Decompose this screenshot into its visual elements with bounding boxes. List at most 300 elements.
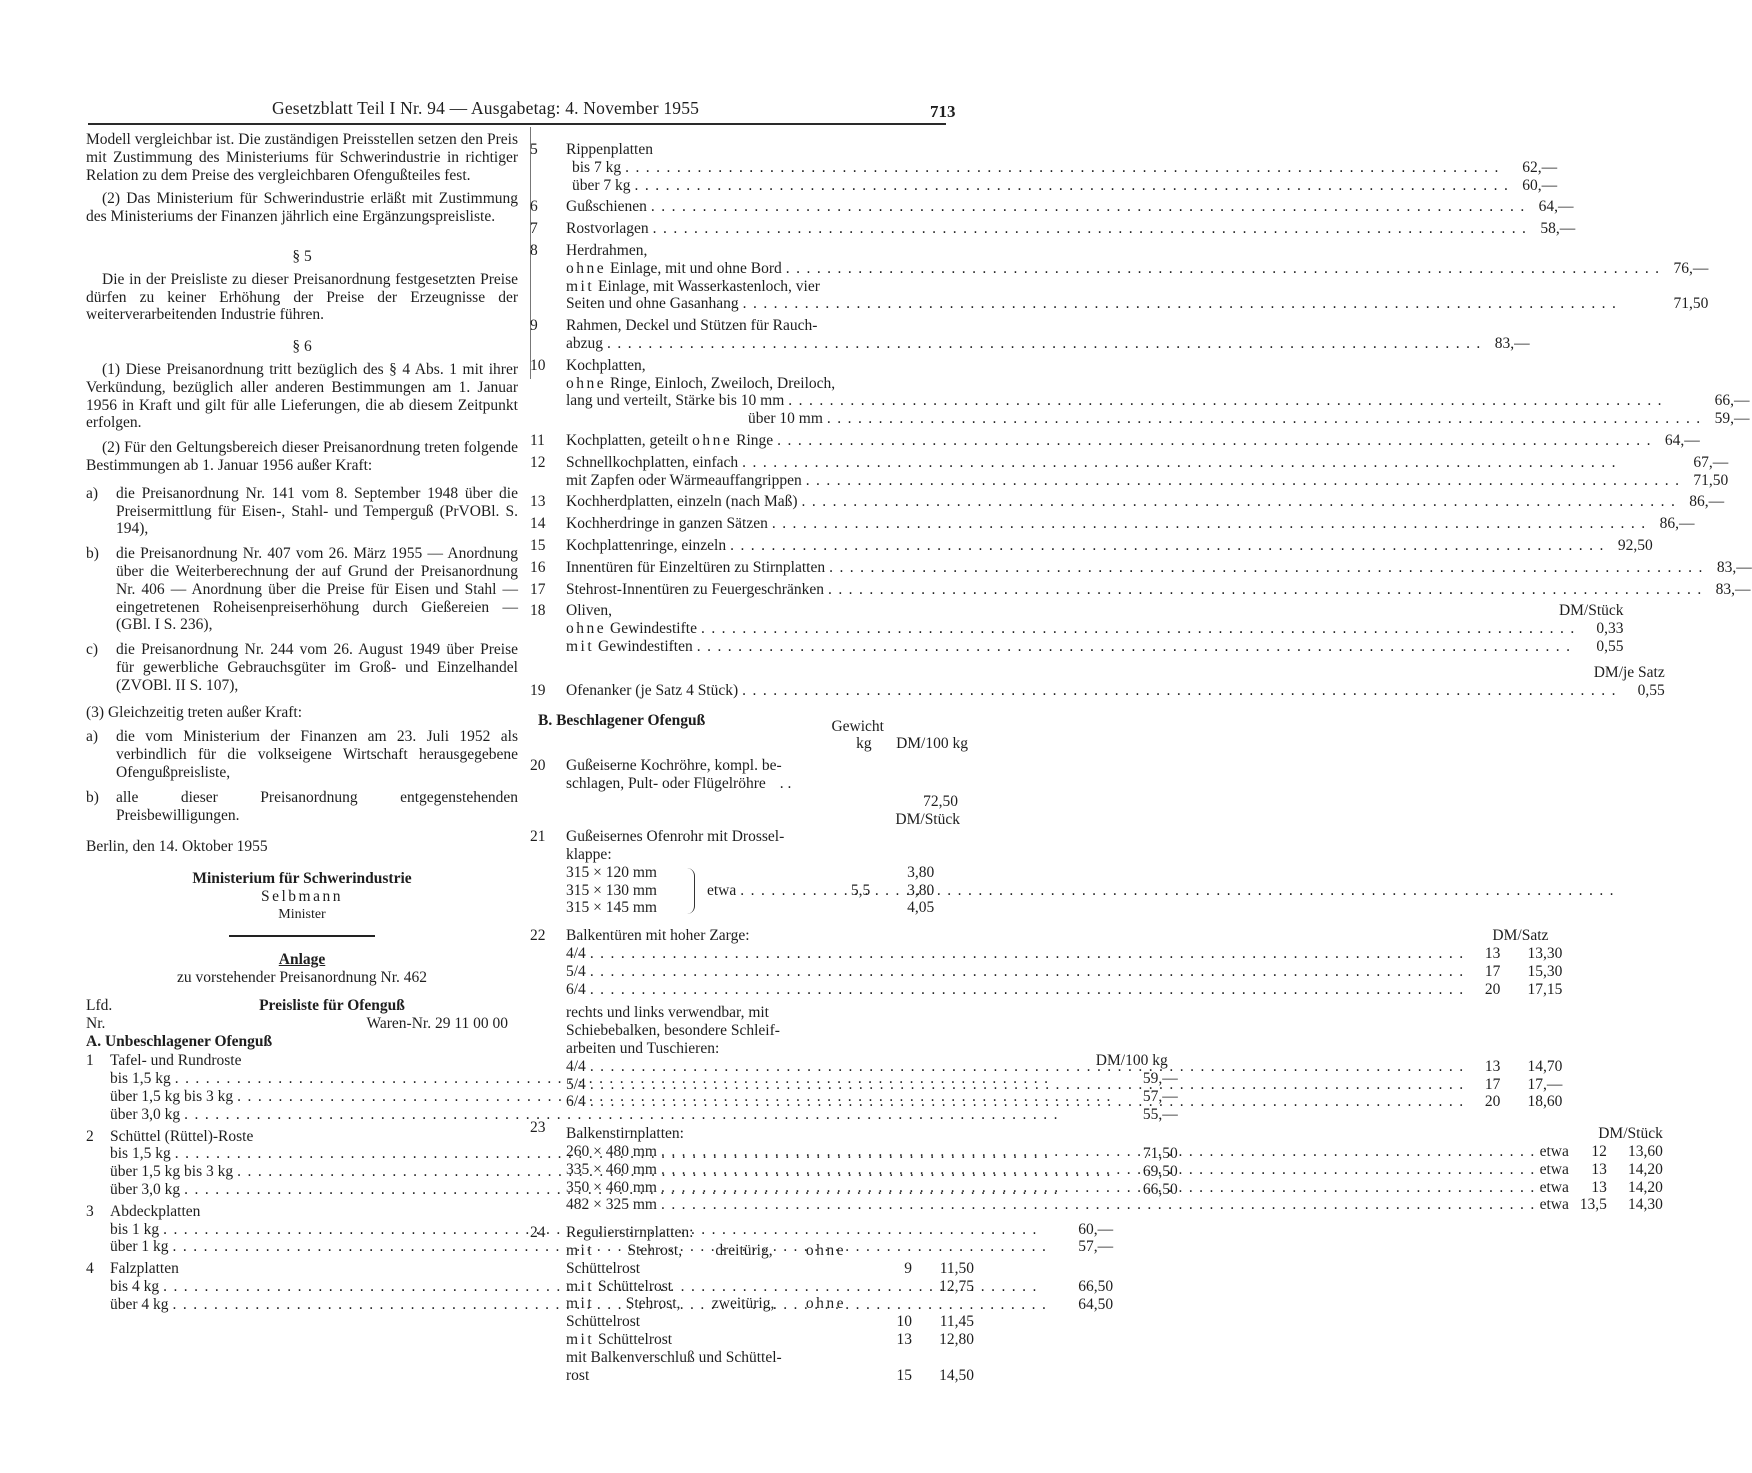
section-6-heading: § 6	[292, 338, 312, 356]
weight-value: 17	[1484, 962, 1501, 980]
leader-dots	[740, 882, 838, 900]
item-number: 1	[86, 1052, 94, 1070]
variant-row	[566, 1295, 974, 1313]
row-label: Kochherdringe in ganzen Sätzen	[566, 515, 768, 533]
item-name: Balkentüren mit hoher Zarge:	[566, 927, 750, 945]
weight-value: 13,5	[1579, 1196, 1607, 1214]
spaced-word: mit	[566, 637, 595, 655]
price-row	[566, 515, 1694, 533]
spaced-word: ohne	[566, 259, 607, 277]
item-name: Falzplatten	[110, 1260, 179, 1278]
price-row	[566, 1278, 974, 1296]
price-row	[566, 1161, 1663, 1179]
item-number: 13	[530, 493, 546, 511]
leader-dots	[828, 581, 1703, 599]
price-value: 76,—	[1673, 259, 1709, 277]
row-label: Kochplatten, geteilt	[566, 431, 689, 449]
item-number: 20	[530, 757, 546, 775]
row-label: bis 1 kg	[110, 1220, 160, 1238]
item-number: 7	[530, 220, 538, 238]
item-body	[566, 602, 1624, 655]
price-value: 66,50	[1078, 1278, 1114, 1296]
row-label: 6/4	[566, 1093, 586, 1111]
size-label: 315 × 130 mm	[566, 881, 657, 899]
leader-dots	[635, 177, 1510, 195]
row-label: lang und verteilt, Stärke bis 10 mm	[566, 392, 785, 410]
item-name: Regulierstirnplatten:	[566, 1224, 694, 1242]
price-value: 62,—	[1522, 158, 1558, 176]
section-5-text: Die in der Preisliste zu dieser Preisanordnung festgesetzten Preise dürfen zu keiner Erhöhung der Preise der Erzeugnisse der weiterverarbeitenden Industrie führen.	[86, 270, 518, 324]
variant-text	[566, 1295, 846, 1313]
price-value: 0,55	[1596, 637, 1624, 655]
annex-title: Anlage	[278, 951, 326, 969]
unit-label: DM/je Satz	[1593, 663, 1665, 681]
price-value: 55,—	[1142, 1105, 1178, 1123]
weight-value: 17	[1484, 1075, 1501, 1093]
list-item	[86, 545, 518, 634]
leader-dots	[827, 410, 1702, 428]
price-item	[520, 828, 974, 917]
nr-label: Nr.	[86, 1014, 106, 1032]
item-heading-row	[566, 927, 1562, 945]
item-number: 18	[530, 602, 546, 620]
price-value: 12,80	[939, 1331, 974, 1349]
list-item	[86, 641, 518, 694]
approx-label: etwa	[1539, 1160, 1569, 1178]
price-value: 3,80	[907, 881, 935, 899]
price-row	[566, 981, 1562, 999]
price-value: 14,70	[1527, 1057, 1563, 1075]
section-b-heading: B. Beschlagener Ofenguß	[538, 711, 706, 729]
price-item	[520, 515, 1695, 533]
price-value: 57,—	[1142, 1088, 1178, 1106]
section-a-heading: A. Unbeschlagener Ofenguß	[86, 1032, 273, 1050]
size-label: 315 × 145 mm	[566, 899, 657, 917]
price-row	[566, 682, 1665, 700]
leader-dots	[730, 537, 1605, 555]
weight-value: 9	[904, 1259, 912, 1277]
note-block	[566, 1004, 846, 1057]
row-label: 482 × 325 mm	[566, 1196, 657, 1214]
price-value: 4,05	[907, 899, 935, 917]
price-row	[566, 1331, 974, 1349]
price-value: 11,45	[939, 1313, 974, 1331]
price-value: 14,30	[1627, 1196, 1663, 1214]
price-row	[566, 1313, 974, 1331]
item-number: 17	[530, 580, 546, 598]
item-body	[566, 664, 1665, 700]
row-label: Einlage, mit Wasserkastenloch, vier	[598, 277, 820, 295]
leader-dots	[697, 638, 1576, 656]
unit-label: DM/Stück	[1598, 1125, 1663, 1143]
price-row	[566, 432, 1700, 450]
price-value: 66,—	[1714, 392, 1750, 410]
leader-dots	[590, 981, 1465, 999]
price-item	[520, 757, 974, 810]
leader-dots	[777, 432, 1652, 450]
leader-dots	[590, 1058, 1465, 1076]
text-row	[566, 775, 974, 793]
price-value: 18,60	[1527, 1093, 1563, 1111]
item-body	[566, 757, 974, 810]
unit-row	[520, 811, 974, 829]
item-number: 21	[530, 828, 546, 846]
price-item	[520, 431, 1700, 450]
item-body	[566, 141, 1557, 194]
row-label: Gewindestiften	[598, 637, 693, 655]
price-row	[566, 581, 1751, 599]
price-item	[520, 493, 1725, 511]
price-item	[520, 141, 1558, 194]
leader-dots	[742, 682, 1617, 700]
price-value: 64,—	[1664, 431, 1700, 449]
row-label: Stehrost, zweitürig,	[625, 1295, 775, 1313]
weight-value: 12	[1591, 1143, 1607, 1161]
item-body	[566, 357, 1749, 428]
price-value: 66,50	[1142, 1181, 1178, 1199]
leader-dots	[788, 392, 1701, 410]
list-label: a)	[86, 484, 99, 502]
row-label: 6/4	[566, 980, 586, 998]
weight-value: 5,5	[850, 881, 871, 899]
price-item	[520, 602, 1624, 655]
price-value: 71,50	[1142, 1145, 1178, 1163]
leader-dots: . .	[779, 774, 792, 792]
item-number: 9	[530, 317, 538, 335]
list-text: die Preisanordnung Nr. 407 vom 26. März 1955 — Anordnung über die Weiterberechnung der auf Grund der Preisanordnung Nr. 406 — Anordnung über die Preise für Eisen und Stahl — eingetretenen Roheisenpreiserhöhung durch Gießereien — (GBl. I S. 236),	[116, 545, 518, 634]
item-number: 15	[530, 536, 546, 554]
item-name: Rahmen, Deckel und Stützen für Rauch-	[566, 317, 818, 335]
section-b-header	[520, 712, 974, 736]
row-label: Rostvorlagen	[566, 220, 649, 238]
list-text: alle dieser Preisanordnung entgegenstehenden Preisbewilligungen.	[116, 788, 518, 824]
row-label: Seiten und ohne Gasanhang	[566, 295, 739, 313]
list-item	[86, 485, 518, 538]
row-label: 4/4	[566, 945, 586, 963]
signature-rule	[229, 935, 375, 937]
item-name: Gußeiserne Kochröhre, kompl. be-	[566, 757, 782, 775]
row-label: abzug	[566, 334, 604, 352]
leader-dots	[590, 1076, 1465, 1094]
item-body	[566, 454, 1728, 490]
section-6-para-3: (3) Gleichzeitig treten außer Kraft:	[86, 703, 303, 721]
price-row	[566, 454, 1728, 472]
price-value: 92,50	[1617, 536, 1653, 554]
price-value: 0,55	[1637, 681, 1665, 699]
item-name: Balkenstirnplatten:	[566, 1125, 684, 1143]
row-label: bis 4 kg	[110, 1278, 160, 1296]
row-label: 5/4	[566, 962, 586, 980]
row-label: über 3,0 kg	[110, 1105, 181, 1123]
price-row	[566, 1143, 1663, 1161]
note-line: rechts und links verwendbar, mit	[566, 1004, 769, 1022]
annex-subtitle: zu vorstehender Preisanordnung Nr. 462	[176, 969, 428, 987]
row-label: 350 × 460 mm	[566, 1178, 657, 1196]
section-6-para-1: (1) Diese Preisanordnung tritt bezüglich des § 4 Abs. 1 mit ihrer Verkündung, bezüglich aller anderen Bestimmungen am 1. Januar 1956 in Kraft und gilt für alle Lieferungen, die ab diesem Zeitpunkt erfolgen.	[86, 360, 518, 432]
spaced-word: mit	[566, 277, 595, 295]
item-body	[566, 828, 974, 917]
weight-value: 10	[896, 1313, 912, 1331]
weight-value: 20	[1484, 1093, 1501, 1111]
item-number: 23	[530, 1119, 546, 1137]
spaced-word: ohne	[692, 431, 733, 449]
price-row	[566, 1076, 1562, 1094]
item-body	[566, 242, 1708, 313]
weight-value: 15	[896, 1366, 912, 1384]
approx-label: etwa	[1539, 1196, 1569, 1214]
row-label: Ringe	[736, 431, 774, 449]
unit-label: DM/Stück	[1558, 602, 1624, 620]
item-number: 12	[530, 453, 546, 471]
price-value: 71,50	[1693, 471, 1729, 489]
row-label: über 7 kg	[572, 176, 631, 194]
price-value: 60,—	[1078, 1220, 1114, 1238]
ministry-name: Ministerium für Schwerindustrie	[192, 870, 412, 888]
price-value: 14,50	[939, 1366, 974, 1384]
leader-dots	[651, 198, 1526, 216]
price-value: 59,—	[1142, 1070, 1178, 1088]
price-value: 83,—	[1494, 334, 1530, 352]
variant-row	[566, 1242, 974, 1260]
price-item	[520, 356, 1750, 428]
header-rule	[88, 123, 946, 125]
spaced-word: mit	[566, 1242, 595, 1260]
price-item	[520, 241, 1709, 313]
item-heading-row	[566, 602, 1624, 620]
price-item	[520, 663, 1665, 700]
spaced-word: ohne	[805, 1295, 846, 1313]
price-row	[566, 1196, 1663, 1214]
variant-text: mit Balkenverschluß und Schüttel-	[566, 1348, 782, 1366]
list-item	[86, 789, 518, 825]
price-item	[520, 580, 1751, 599]
list-title-block	[146, 997, 518, 1033]
item-number: 24	[530, 1224, 546, 1242]
item-number: 5	[530, 141, 538, 158]
row-label: bis 1,5 kg	[110, 1145, 171, 1163]
running-header: Gesetzblatt Teil I Nr. 94 — Ausgabetag: 4. November 1955	[272, 98, 700, 118]
item-name: Kochplatten,	[566, 356, 646, 374]
price-row	[566, 493, 1724, 511]
price-value: 58,—	[1540, 220, 1576, 238]
note-line: arbeiten und Tuschieren:	[566, 1040, 720, 1058]
unit-label: DM/100 kg	[896, 735, 968, 753]
price-row	[566, 177, 1557, 195]
price-item	[520, 453, 1729, 490]
row-label: 335 × 460 mm	[566, 1160, 657, 1178]
item-number: 16	[530, 558, 546, 576]
price-value: 72,50	[923, 792, 958, 810]
section-5-heading: § 5	[292, 247, 312, 265]
item-name: Gußeisernes Ofenrohr mit Drossel-	[566, 828, 785, 846]
column-headers	[520, 735, 974, 753]
spaced-word: mit	[566, 1277, 595, 1295]
row-label: schlagen, Pult- oder Flügelröhre	[566, 774, 766, 792]
row-label: bis 1,5 kg	[110, 1070, 171, 1088]
leader-dots	[802, 493, 1677, 511]
leader-dots	[590, 963, 1465, 981]
item-number: 22	[530, 927, 546, 945]
price-value: 86,—	[1659, 515, 1695, 533]
item-body	[566, 1224, 974, 1384]
row-label: über 1 kg	[110, 1238, 169, 1256]
product-number: Waren-Nr. 29 11 00 00	[366, 1014, 508, 1032]
list-label: c)	[86, 641, 99, 659]
variant-text	[566, 1242, 846, 1260]
price-value: 14,20	[1627, 1160, 1663, 1178]
leader-dots	[653, 220, 1528, 238]
paragraph-2: (2) Das Ministerium für Schwerindustrie erläßt mit Zustimmung des Ministeriums der Finanzen jährlich eine Ergänzungspreisliste.	[86, 190, 518, 226]
price-item	[520, 558, 1752, 577]
list-label: b)	[86, 788, 99, 806]
price-row	[566, 410, 1749, 428]
price-list	[870, 864, 934, 917]
price-row	[566, 1179, 1663, 1197]
text-row	[566, 278, 1708, 296]
weight-value: 13	[1484, 945, 1501, 963]
price-value: 17,—	[1527, 1075, 1563, 1093]
price-row	[566, 1367, 974, 1385]
item-name: Tafel- und Rundroste	[110, 1052, 242, 1070]
item-body	[566, 317, 1530, 353]
list-text: die Preisanordnung Nr. 141 vom 8. September 1948 über die Preisermittlung für Eisen-, Stahl- und Temperguß (PrVOBl. S. 194),	[116, 484, 518, 538]
price-item	[520, 198, 1574, 216]
approx-label: etwa	[1539, 1178, 1569, 1196]
list-label: b)	[86, 545, 99, 563]
weight-value: 13	[1484, 1057, 1501, 1075]
row-label: Schüttelrost	[598, 1277, 673, 1295]
price-value: 71,50	[1673, 295, 1709, 313]
price-value: 13,60	[1627, 1143, 1663, 1161]
row-label: über 1,5 kg bis 3 kg	[110, 1088, 234, 1106]
leader-dots	[806, 472, 1681, 490]
price-value: 60,—	[1522, 176, 1558, 194]
item-number: 4	[86, 1260, 94, 1278]
item-name: Herdrahmen,	[566, 241, 648, 259]
price-value: 83,—	[1716, 558, 1752, 576]
row-label: Ofenanker (je Satz 4 Stück)	[566, 681, 739, 699]
row-label: Stehrost, dreitürig,	[627, 1242, 773, 1260]
unit-label: DM/Satz	[1492, 927, 1549, 945]
leader-dots	[829, 559, 1704, 577]
price-value: 64,50	[1078, 1295, 1114, 1313]
signer-title: Minister	[278, 906, 326, 922]
row-label: Einlage, mit und ohne Bord	[610, 259, 782, 277]
row-label: Gewindestifte	[610, 620, 697, 638]
leader-dots	[661, 1143, 1536, 1161]
size-label: 315 × 120 mm	[566, 863, 657, 881]
spaced-word: mit	[566, 1295, 595, 1313]
leader-dots	[661, 1179, 1536, 1197]
kg-header: kg	[856, 735, 872, 753]
price-value: 13,30	[1527, 945, 1563, 963]
price-row	[566, 1093, 1562, 1111]
price-value: 14,20	[1627, 1178, 1663, 1196]
price-list-title: Preisliste für Ofenguß	[259, 997, 405, 1015]
price-row	[566, 335, 1530, 353]
weight-value: 13	[1591, 1178, 1607, 1196]
item-number: 19	[530, 681, 546, 699]
item-name: Schüttel (Rüttel)-Roste	[110, 1127, 254, 1145]
list-label: a)	[86, 728, 99, 746]
row-label: Kochplattenringe, einzeln	[566, 536, 727, 554]
price-value: 59,—	[1714, 410, 1750, 428]
leader-dots	[625, 159, 1509, 177]
item-name: Rippenplatten	[566, 141, 653, 158]
item-name: Oliven,	[566, 602, 613, 620]
column-label	[86, 997, 146, 1033]
price-value: 57,—	[1078, 1238, 1114, 1256]
price-row	[566, 295, 1708, 313]
price-row	[566, 537, 1653, 555]
brace	[684, 868, 695, 914]
row-label: 5/4	[566, 1075, 586, 1093]
leader-dots	[590, 945, 1465, 963]
item-body	[566, 927, 1562, 1111]
price-row	[566, 220, 1575, 238]
price-value: 69,50	[1142, 1163, 1178, 1181]
item-name-cont: klappe:	[566, 846, 612, 864]
row-label: über 4 kg	[110, 1295, 169, 1313]
place-date: Berlin, den 14. Oktober 1955	[86, 838, 268, 856]
leader-dots	[607, 335, 1482, 353]
leader-dots	[772, 515, 1647, 533]
price-row	[566, 1260, 974, 1278]
unit-label: DM/100 kg	[1095, 1052, 1168, 1070]
price-value: 3,80	[907, 863, 935, 881]
price-row	[566, 945, 1562, 963]
price-row	[566, 472, 1728, 490]
leader-dots	[590, 1093, 1465, 1111]
row-label: rost	[566, 1366, 590, 1384]
item-number: 2	[86, 1127, 94, 1145]
price-value: 86,—	[1689, 493, 1725, 511]
approx-label: etwa	[707, 881, 737, 899]
list-item	[86, 728, 518, 781]
leader-dots	[742, 454, 1680, 472]
row-label: Schüttelrost	[566, 1313, 641, 1331]
spaced-word: ohne	[566, 374, 607, 392]
spaced-word: ohne	[566, 620, 607, 638]
price-item	[520, 220, 1576, 238]
weight-value: 13	[1591, 1160, 1607, 1178]
row-label: 260 × 480 mm	[566, 1143, 657, 1161]
price-row	[566, 963, 1562, 981]
row-label: Kochherdplatten, einzeln (nach Maß)	[566, 493, 798, 511]
lfd-label: Lfd.	[86, 997, 113, 1015]
page-number: 713	[930, 102, 956, 121]
approx-label: etwa	[1539, 1143, 1569, 1161]
row-label: über 10 mm	[748, 410, 823, 428]
unit-label: DM/Stück	[895, 810, 960, 828]
item-name: Abdeckplatten	[110, 1202, 201, 1220]
price-row	[566, 1058, 1562, 1076]
weight-value: 20	[1484, 980, 1501, 998]
leader-dots	[661, 1161, 1536, 1179]
item-number: 10	[530, 356, 546, 374]
leader-dots	[701, 620, 1576, 638]
price-value: 15,30	[1527, 962, 1563, 980]
price-value: 67,—	[1693, 453, 1729, 471]
item-number: 3	[86, 1202, 94, 1220]
price-row	[566, 559, 1752, 577]
signer-name: Selbmann	[261, 887, 343, 905]
row-label: über 3,0 kg	[110, 1181, 181, 1199]
leader-dots	[661, 1196, 1536, 1214]
leader-dots	[743, 295, 1661, 313]
price-item	[520, 536, 1653, 555]
row-label: Stehrost-Innentüren zu Feuergeschränken	[566, 580, 824, 598]
